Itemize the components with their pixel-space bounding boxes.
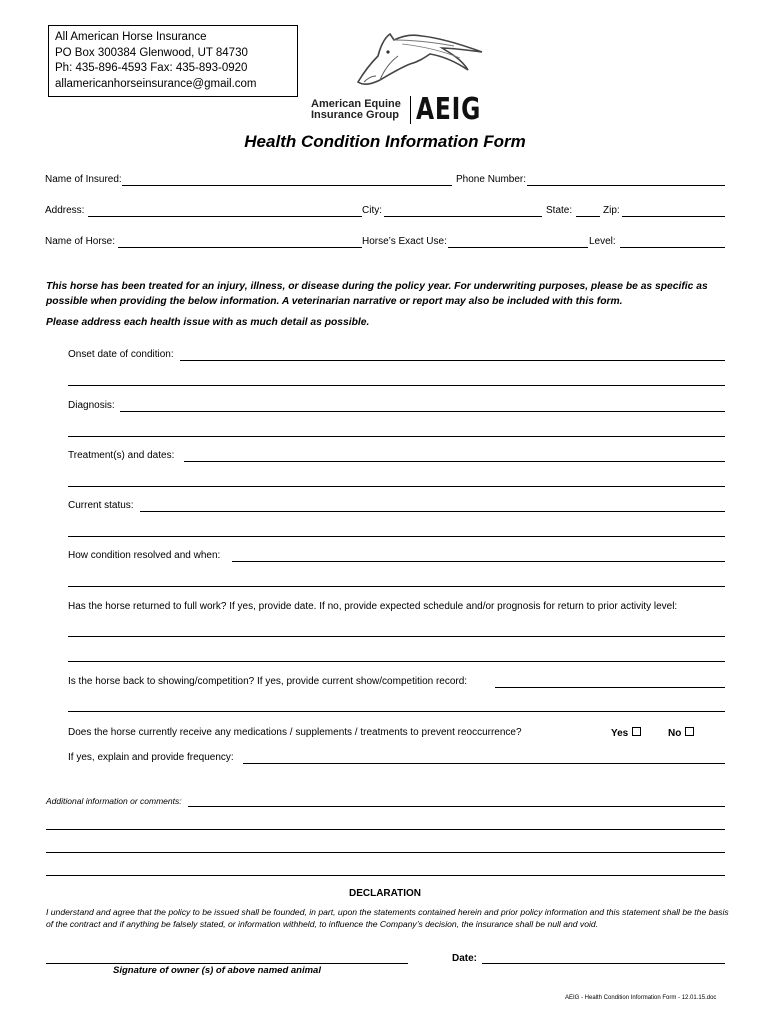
state-label: State: [546,205,573,216]
address-label: Address: [45,205,85,216]
treatment-field[interactable] [184,461,725,462]
no-checkbox[interactable] [685,727,694,736]
yes-label: Yes [611,728,629,739]
horses-exact-use-field[interactable] [448,247,588,248]
instruction-text: Please address each health issue with as much detail as possible. [46,317,370,328]
phone-number-label: Phone Number: [456,174,527,185]
company-po-box: PO Box 300384 Glenwood, UT 84730 [55,46,248,59]
showing-field-line-2[interactable] [68,711,725,712]
showing-label: Is the horse back to showing/competition? If yes, provide current show/competition record: [68,676,468,687]
logo-acronym: AEIG [416,92,482,127]
additional-info-field-line-3[interactable] [46,852,725,853]
returned-to-work-label: Has the horse returned to full work? If yes, provide date. If no, provide expected schedule and/or prognosis for return to prior activity level: [68,601,678,612]
treatment-field-line-2[interactable] [68,486,725,487]
diagnosis-field[interactable] [120,411,725,412]
state-field[interactable] [576,216,600,217]
company-phone-fax: Ph: 435-896-4593 Fax: 435-893-0920 [55,62,248,74]
signature-field[interactable] [46,963,408,964]
resolved-field-line-2[interactable] [68,586,725,587]
returned-to-work-field[interactable] [68,636,725,637]
diagnosis-label: Diagnosis: [68,400,115,411]
level-label: Level: [589,236,616,247]
explain-frequency-field[interactable] [243,763,725,764]
name-of-horse-field[interactable] [118,247,362,248]
yes-checkbox[interactable] [632,727,641,736]
level-field[interactable] [620,247,725,248]
footer-doc-id: AEIG - Health Condition Information Form - 12.01.15.doc [565,995,717,1001]
current-status-field-line-2[interactable] [68,536,725,537]
company-email: allamericanhorseinsurance@gmail.com [55,77,257,90]
explain-frequency-label: If yes, explain and provide frequency: [68,752,234,763]
additional-info-field[interactable] [188,806,725,807]
city-field[interactable] [384,216,542,217]
horse-head-icon [350,26,490,92]
name-of-insured-label: Name of Insured: [45,174,122,185]
name-of-insured-field[interactable] [122,185,452,186]
no-label: No [668,728,682,739]
intro-text: This horse has been treated for an injury, illness, or disease during the policy year. For underwriting purposes, please be as specific as possible when providing the below information. A veterinarian narrative or report may also be included with this form. [46,281,708,307]
medications-label: Does the horse currently receive any medications / supplements / treatments to prevent reoccurrence? [68,727,522,738]
current-status-label: Current status: [68,500,134,511]
name-of-horse-label: Name of Horse: [45,236,116,247]
signature-label: Signature of owner (s) of above named animal [113,965,321,976]
onset-date-field-line-2[interactable] [68,385,725,386]
additional-info-field-line-4[interactable] [46,875,725,876]
declaration-title: DECLARATION [348,888,422,899]
company-name: All American Horse Insurance [55,31,207,43]
treatment-label: Treatment(s) and dates: [68,450,175,461]
onset-date-label: Onset date of condition: [68,349,174,360]
resolved-field[interactable] [232,561,725,562]
showing-field[interactable] [495,687,725,688]
zip-label: Zip: [603,205,620,216]
date-field[interactable] [482,963,725,964]
returned-to-work-field-line-2[interactable] [68,661,725,662]
declaration-text: I understand and agree that the policy to be issued shall be founded, in part, upon the statements contained herein and prior policy information and this statement shall be the basis of the contract and if anything be falsely stated, or information withheld, to influence the Company’s decision, the insurance shall be null and void. [46,907,729,929]
logo-line-2: Insurance Group [311,109,400,121]
form-title: Health Condition Information Form [244,132,526,151]
no-option[interactable] [668,727,694,739]
zip-field[interactable] [622,216,725,217]
company-address-box [48,25,298,97]
onset-date-field[interactable] [180,360,725,361]
logo-divider [410,96,411,124]
city-label: City: [362,205,382,216]
logo-line-1: American Equine [311,98,401,110]
date-label: Date: [452,953,478,964]
current-status-field[interactable] [140,511,725,512]
phone-number-field[interactable] [527,185,725,186]
yes-option[interactable] [611,727,641,739]
additional-info-label: Additional information or comments: [46,796,182,806]
additional-info-field-line-2[interactable] [46,829,725,830]
address-field[interactable] [88,216,362,217]
horses-exact-use-label: Horse’s Exact Use: [362,236,447,247]
diagnosis-field-line-2[interactable] [68,436,725,437]
resolved-label: How condition resolved and when: [68,550,221,561]
